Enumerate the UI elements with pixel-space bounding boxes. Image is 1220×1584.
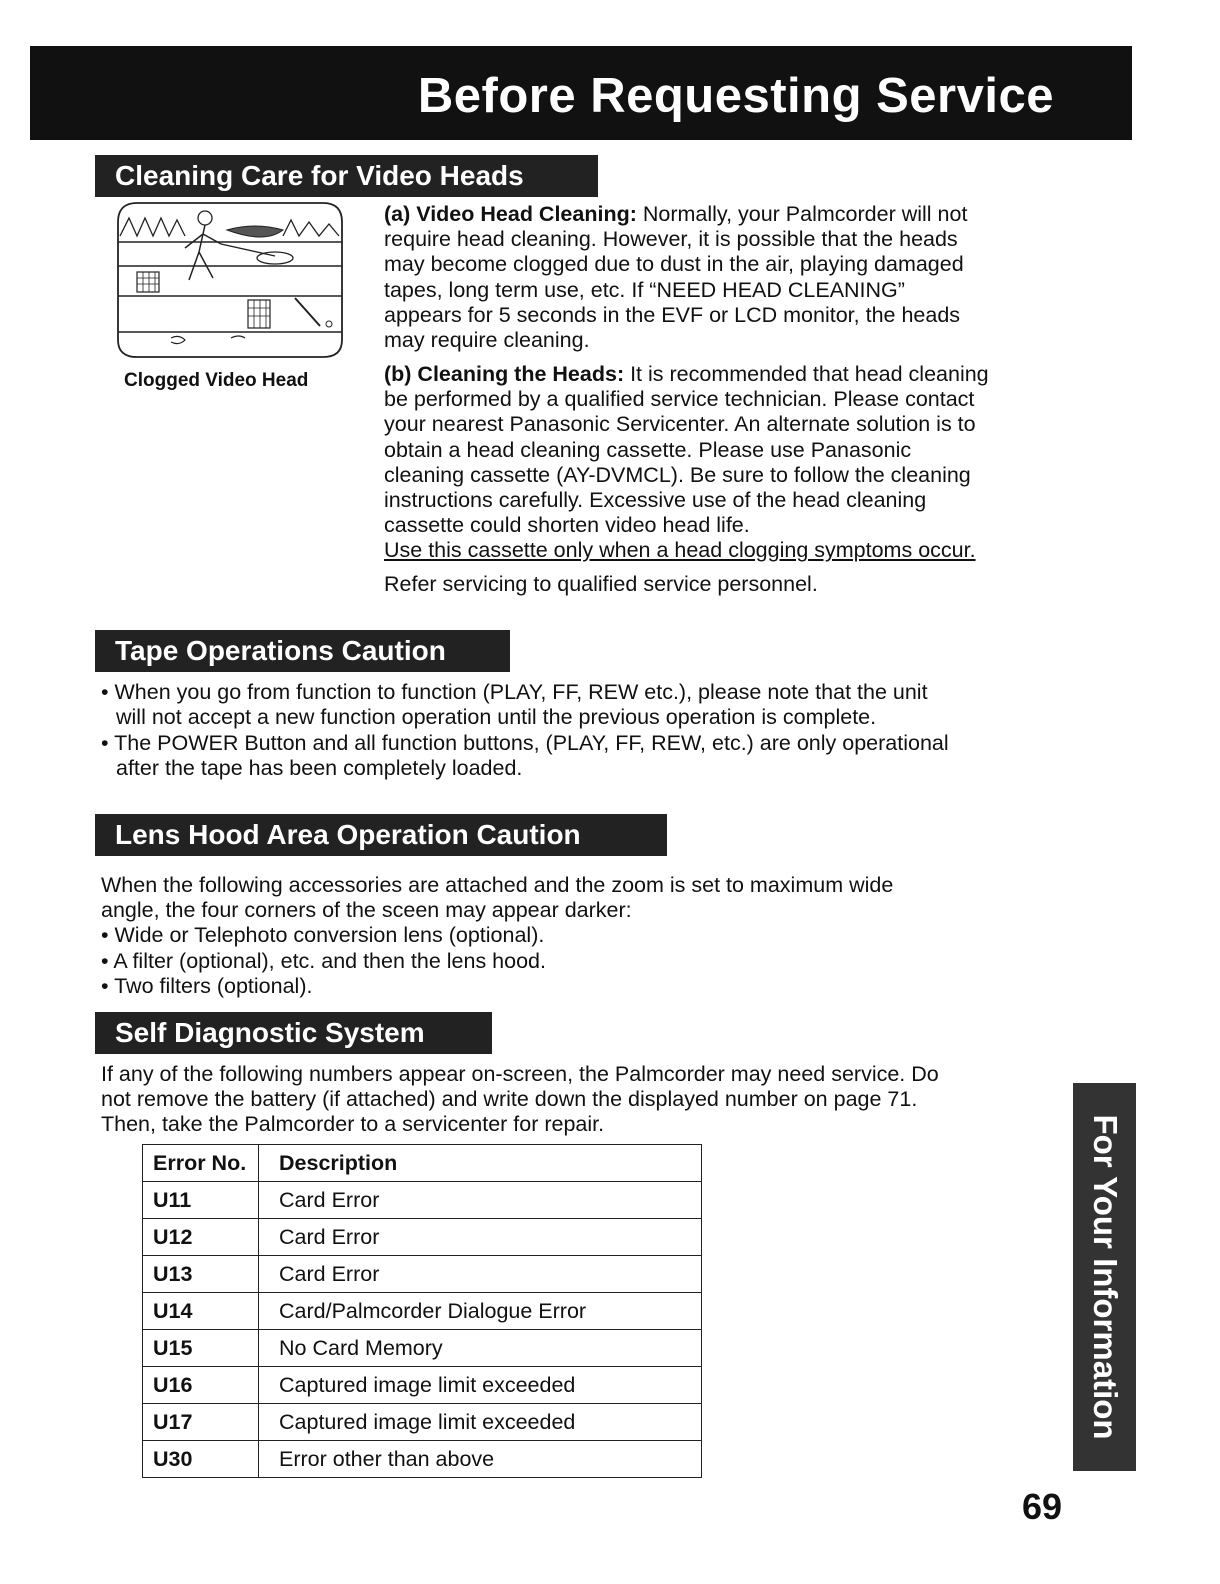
bullet-line: • Two filters (optional).	[101, 973, 313, 998]
bullet-line: • A filter (optional), etc. and then the lens hood.	[101, 948, 546, 973]
table-row	[143, 1293, 702, 1330]
page-number: 69	[1022, 1486, 1063, 1527]
paragraph-line-text: It is recommended that head cleaning	[624, 362, 989, 386]
error-description: Card Error	[259, 1182, 702, 1219]
error-number: U17	[143, 1404, 259, 1441]
table-row	[143, 1441, 702, 1478]
section-heading-cleaning: Cleaning Care for Video Heads	[95, 155, 598, 197]
error-description: Captured image limit exceeded	[259, 1367, 702, 1404]
section-heading-lens-hood: Lens Hood Area Operation Caution	[95, 814, 667, 856]
paragraph-line: Then, take the Palmcorder to a servicenter for repair.	[101, 1112, 605, 1137]
error-number: U12	[143, 1219, 259, 1256]
error-description: Card Error	[259, 1219, 702, 1256]
paragraph-line: appears for 5 seconds in the EVF or LCD monitor, the heads	[384, 302, 961, 327]
underlined-note: Use this cassette only when a head clogging symptoms occur.	[384, 538, 976, 563]
table-row	[143, 1330, 702, 1367]
paragraph-label: (a) Video Head Cleaning:	[384, 202, 637, 226]
paragraph-line: instructions carefully. Excessive use of the head cleaning	[384, 488, 927, 513]
tape-bullet-2	[101, 731, 1081, 781]
error-number: U13	[143, 1256, 259, 1293]
section-heading-self-diagnostic: Self Diagnostic System	[95, 1012, 492, 1054]
side-tab	[1073, 1083, 1136, 1471]
page-title: Before Requesting Service	[417, 69, 1054, 123]
side-tab-label: For Your Information	[1086, 1114, 1124, 1440]
section-heading-tape: Tape Operations Caution	[95, 630, 510, 672]
paragraph-line: not remove the battery (if attached) and write down the displayed number on page 71.	[101, 1087, 918, 1112]
error-description: Card/Palmcorder Dialogue Error	[259, 1293, 702, 1330]
error-number: U16	[143, 1367, 259, 1404]
refer-note: Refer servicing to qualified service personnel.	[384, 572, 818, 596]
paragraph-label: (b) Cleaning the Heads:	[384, 362, 625, 386]
table-row	[143, 1256, 702, 1293]
diag-paragraph	[101, 1062, 1061, 1138]
lens-paragraph	[101, 873, 1081, 999]
table-row	[143, 1182, 702, 1219]
paragraph-line	[384, 362, 1084, 387]
error-number: U14	[143, 1293, 259, 1330]
paragraph-line	[384, 202, 1084, 227]
paragraph-line: tapes, long term use, etc. If “NEED HEAD CLEANING”	[384, 277, 905, 302]
error-number: U11	[143, 1182, 259, 1219]
tape-bullet-1	[101, 680, 1081, 730]
bullet-line: after the tape has been completely loaded.	[116, 756, 523, 781]
error-description: Captured image limit exceeded	[259, 1404, 702, 1441]
error-description: Card Error	[259, 1256, 702, 1293]
paragraph-video-head-cleaning	[384, 202, 1084, 353]
image-caption: Clogged Video Head	[124, 370, 309, 391]
table-row	[143, 1404, 702, 1441]
bullet-line: • Wide or Telephoto conversion lens (optional).	[101, 923, 545, 948]
title-bar	[30, 46, 1132, 140]
clogged-video-head-illustration	[115, 200, 345, 360]
paragraph-line: may become clogged due to dust in the air, playing damaged	[384, 252, 964, 277]
paragraph-line: be performed by a qualified service technician. Please contact	[384, 387, 975, 412]
error-code-table	[142, 1144, 702, 1478]
paragraph-line: may require cleaning.	[384, 328, 590, 353]
bullet-line: • The POWER Button and all function buttons, (PLAY, FF, REW, etc.) are only operational	[101, 731, 949, 755]
paragraph-line: If any of the following numbers appear on-screen, the Palmcorder may need service. Do	[101, 1062, 939, 1086]
paragraph-line-text: Normally, your Palmcorder will not	[636, 202, 968, 226]
column-header-error-no: Error No.	[143, 1145, 259, 1182]
paragraph-line: obtain a head cleaning cassette. Please use Panasonic	[384, 437, 912, 462]
error-number: U15	[143, 1330, 259, 1367]
paragraph-line: angle, the four corners of the sceen may appear darker:	[101, 898, 632, 923]
paragraph-line: require head cleaning. However, it is possible that the heads	[384, 227, 958, 252]
paragraph-cleaning-the-heads	[384, 362, 1084, 564]
paragraph-line: cleaning cassette (AY-DVMCL). Be sure to follow the cleaning	[384, 462, 971, 487]
error-description: Error other than above	[259, 1441, 702, 1478]
bullet-line: will not accept a new function operation until the previous operation is complete.	[116, 705, 877, 730]
column-header-description: Description	[259, 1145, 702, 1182]
paragraph-line: When the following accessories are attached and the zoom is set to maximum wide	[101, 873, 894, 897]
table-row	[143, 1367, 702, 1404]
error-description: No Card Memory	[259, 1330, 702, 1367]
paragraph-line: your nearest Panasonic Servicenter. An alternate solution is to	[384, 412, 976, 437]
table-header-row	[143, 1145, 702, 1182]
error-number: U30	[143, 1441, 259, 1478]
bullet-line: • When you go from function to function (PLAY, FF, REW etc.), please note that the unit	[101, 680, 928, 704]
table-row	[143, 1219, 702, 1256]
paragraph-line: cassette could shorten video head life.	[384, 513, 750, 538]
